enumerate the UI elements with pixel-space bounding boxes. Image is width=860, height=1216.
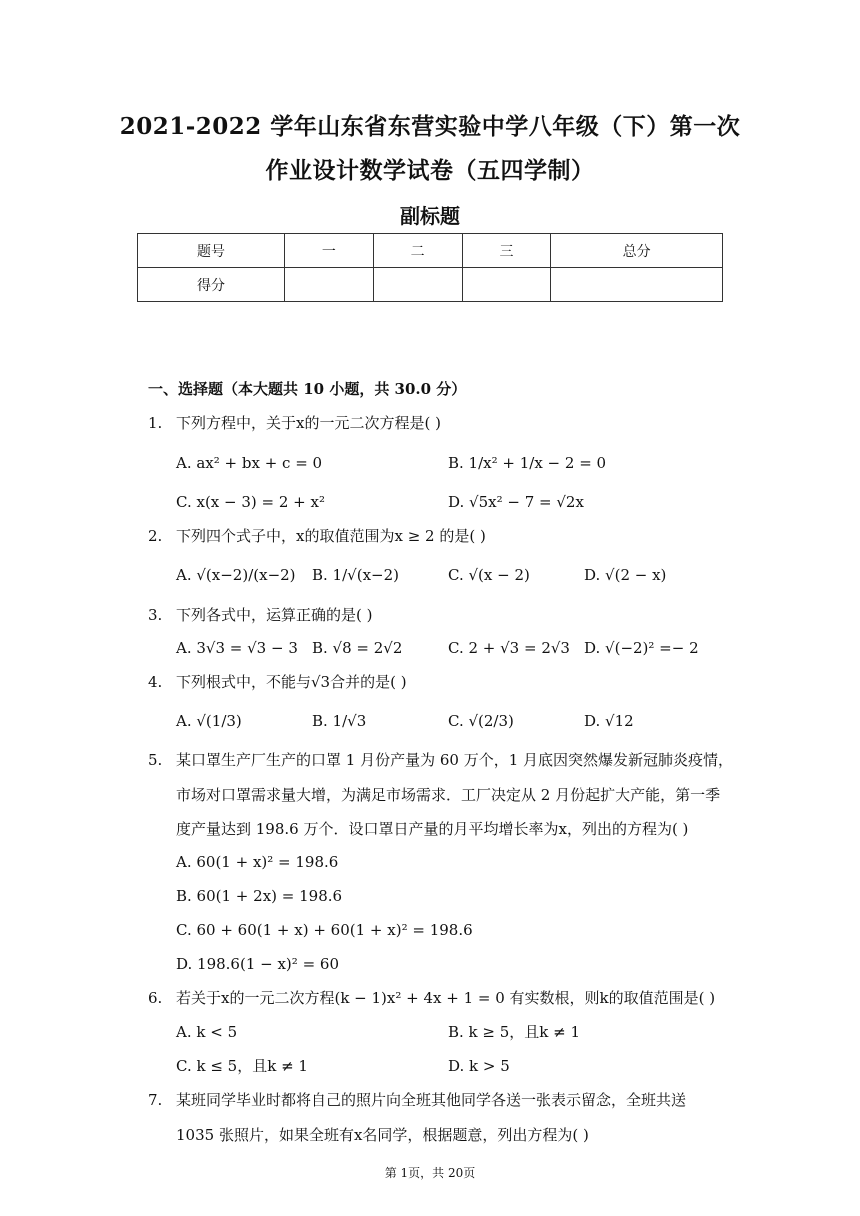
question-stem: 下列根式中，不能与√3合并的是( ) bbox=[176, 673, 407, 691]
option-c: C. 2 + √3 = 2√3 bbox=[448, 639, 570, 657]
question-number: 5. bbox=[148, 751, 163, 769]
question-stem: 下列各式中，运算正确的是( ) bbox=[176, 606, 373, 624]
option-c: C. k ≤ 5，且k ≠ 1 bbox=[176, 1057, 308, 1075]
question-number: 3. bbox=[148, 606, 163, 624]
table-cell bbox=[285, 268, 374, 302]
question-stem: 某口罩生产厂生产的口罩 1 月份产量为 60 万个，1 月底因突然爆发新冠肺炎疫情， bbox=[176, 751, 734, 769]
table-cell bbox=[373, 268, 462, 302]
question-4 bbox=[148, 672, 407, 692]
option-d: D. √5x² − 7 = √2x bbox=[448, 493, 584, 511]
score-table bbox=[137, 233, 723, 302]
question-stem: 下列方程中，关于x的一元二次方程是( ) bbox=[176, 414, 441, 432]
question-number: 2. bbox=[148, 527, 163, 545]
table-cell: 得分 bbox=[138, 268, 285, 302]
option-c: C. √(x − 2) bbox=[448, 566, 530, 584]
question-stem-continued: 度产量达到 198.6 万个．设口罩日产量的月平均增长率为x，列出的方程为( ) bbox=[176, 820, 689, 838]
option-d: D. √(−2)² =− 2 bbox=[584, 639, 699, 657]
option-b: B. √8 = 2√2 bbox=[312, 639, 403, 657]
option-a: A. 60(1 + x)² = 198.6 bbox=[176, 853, 339, 871]
section-heading: 一、选择题（本大题共 10 小题，共 30.0 分） bbox=[148, 380, 467, 398]
option-c: C. √(2/3) bbox=[448, 712, 514, 730]
question-1 bbox=[148, 413, 441, 433]
option-d: D. 198.6(1 − x)² = 60 bbox=[176, 955, 339, 973]
question-stem: 若关于x的一元二次方程(k − 1)x² + 4x + 1 = 0 有实数根，则k的取值范围是( ) bbox=[176, 989, 716, 1007]
option-c: C. x(x − 3) = 2 + x² bbox=[176, 493, 325, 511]
option-a: A. k < 5 bbox=[176, 1023, 238, 1041]
option-d: D. √12 bbox=[584, 712, 634, 730]
question-6 bbox=[148, 988, 715, 1008]
question-stem: 某班同学毕业时都将自己的照片向全班其他同学各送一张表示留念，全班共送 bbox=[176, 1091, 687, 1109]
question-number: 6. bbox=[148, 989, 163, 1007]
question-stem-continued: 市场对口罩需求量大增，为满足市场需求．工厂决定从 2 月份起扩大产能，第一季 bbox=[176, 786, 721, 804]
option-b: B. 1/√(x−2) bbox=[312, 566, 399, 584]
question-stem-continued: 1035 张照片，如果全班有x名同学，根据题意，列出方程为( ) bbox=[176, 1126, 589, 1144]
option-d: D. k > 5 bbox=[448, 1057, 510, 1075]
question-number: 4. bbox=[148, 673, 163, 691]
option-a: A. ax² + bx + c = 0 bbox=[176, 454, 323, 472]
table-cell: 三 bbox=[462, 234, 551, 268]
option-b: B. 60(1 + 2x) = 198.6 bbox=[176, 887, 343, 905]
exam-title-line1: 2021-2022 学年山东省东营实验中学八年级（下）第一次 bbox=[119, 113, 741, 140]
option-c: C. 60 + 60(1 + x) + 60(1 + x)² = 198.6 bbox=[176, 921, 473, 939]
exam-subtitle: 副标题 bbox=[400, 204, 460, 228]
table-cell: 题号 bbox=[138, 234, 285, 268]
table-cell bbox=[551, 268, 723, 302]
question-3 bbox=[148, 605, 372, 625]
option-d: D. √(2 − x) bbox=[584, 566, 667, 584]
table-cell: 总分 bbox=[551, 234, 723, 268]
table-cell: 二 bbox=[373, 234, 462, 268]
option-b: B. k ≥ 5，且k ≠ 1 bbox=[448, 1023, 581, 1041]
option-a: A. 3√3 = √3 − 3 bbox=[176, 639, 298, 657]
option-b: B. 1/x² + 1/x − 2 = 0 bbox=[448, 454, 607, 472]
exam-title-line2: 作业设计数学试卷（五四学制） bbox=[265, 157, 595, 184]
option-a: A. √(x−2)/(x−2) bbox=[176, 566, 296, 584]
option-a: A. √(1/3) bbox=[176, 712, 242, 730]
question-2 bbox=[148, 526, 486, 546]
question-number: 7. bbox=[148, 1091, 163, 1109]
option-b: B. 1/√3 bbox=[312, 712, 367, 730]
question-number: 1. bbox=[148, 414, 163, 432]
question-stem: 下列四个式子中，x的取值范围为x ≥ 2 的是( ) bbox=[176, 527, 486, 545]
table-cell bbox=[462, 268, 551, 302]
score-table-score-row bbox=[138, 268, 723, 302]
score-table-header-row bbox=[138, 234, 723, 268]
question-5 bbox=[148, 750, 733, 770]
table-cell: 一 bbox=[285, 234, 374, 268]
page-footer: 第 1页，共 20页 bbox=[384, 1166, 476, 1180]
question-7 bbox=[148, 1090, 686, 1110]
